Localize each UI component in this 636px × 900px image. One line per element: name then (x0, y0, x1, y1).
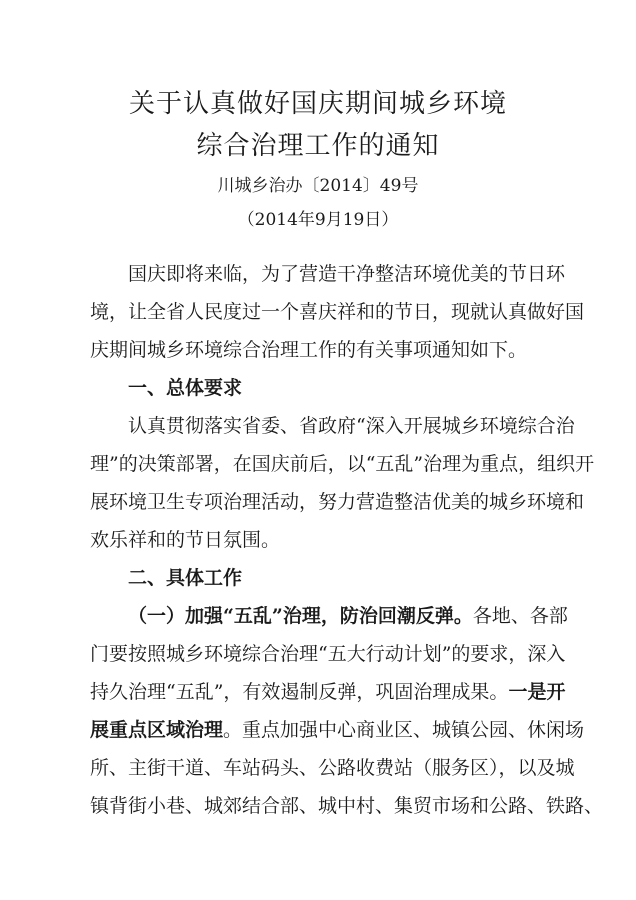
document-number: 川城乡治办〔2014〕49号 (217, 176, 419, 196)
text-run: 。重点加强中心商业区、城镇公园、休闲场 (223, 719, 585, 741)
bold-phrase: 一是开 (508, 681, 566, 703)
paragraph-line: 展环境卫生专项治理活动，努力营造整洁优美的城乡环境和 (90, 491, 585, 513)
paragraph-line (128, 604, 568, 628)
document-title-line1: 关于认真做好国庆期间城乡环境 (128, 89, 507, 119)
paragraph-line: 欢乐祥和的节日氛围。 (90, 529, 281, 551)
paragraph-line: 门要按照城乡环境综合治理“五大行动计划”的要求，深入 (90, 643, 566, 665)
paragraph-line: 理”的决策部署，在国庆前后，以“五乱”治理为重点，组织开 (90, 453, 595, 475)
section-heading: 二、具体工作 (128, 567, 243, 589)
document-date: （2014年9月19日） (237, 210, 399, 230)
paragraph-line: 所、主街干道、车站码头、公路收费站（服务区），以及城 (90, 757, 575, 779)
paragraph-line (90, 680, 566, 704)
document-title-line2: 综合治理工作的通知 (196, 131, 440, 161)
section-heading: 一、总体要求 (128, 377, 243, 399)
text-run: 持久治理“五乱”，有效遏制反弹，巩固治理成果。 (90, 681, 509, 703)
bold-phrase: 展重点区域治理 (90, 719, 224, 741)
intro-line: 庆期间城乡环境综合治理工作的有关事项通知如下。 (90, 339, 528, 361)
intro-line: 境，让全省人民度过一个喜庆祥和的节日，现就认真做好国 (90, 301, 585, 323)
paragraph-line: 镇背街小巷、城郊结合部、城中村、集贸市场和公路、铁路、 (90, 795, 604, 817)
intro-line: 国庆即将来临，为了营造干净整洁环境优美的节日环 (128, 263, 566, 285)
paragraph-line: 认真贯彻落实省委、省政府“深入开展城乡环境综合治 (128, 415, 575, 437)
bold-phrase: （一）加强“五乱”治理，防治回潮反弹。 (128, 605, 473, 627)
text-run: 各地、各部 (472, 605, 568, 627)
paragraph-line (90, 718, 585, 742)
